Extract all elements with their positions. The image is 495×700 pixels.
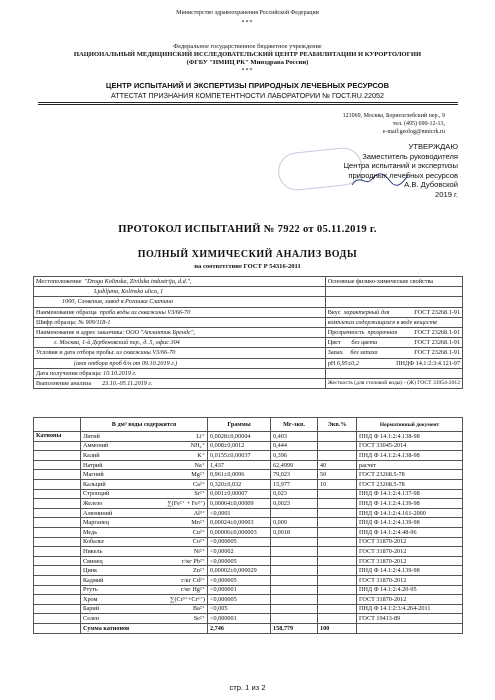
ion-symbol: Al³⁺ [193,509,205,517]
institution-type: Федеральное государственное бюджетное учреждение [173,43,322,50]
cations-table [33,417,463,634]
sample-info-table: Местоположение "Droga Kolinska, Zivilska industrija, d.d.", Основные физико-химические свойства Ljubljana, Kolinska ulica, 1 1000, Словения, завод в Рогашка Слатина Наименование образца проба воды из скважины V3/66-70 Вкус характерный для ГОСТ 23268.1-91 Шифр образца: № 909/118-1 комплекса содержащихся в воде веществ Наименование и адрес заказчика: ООО "Атлантик Брендс", Прозрачность прозрачная ГОСТ 23268.1-91 г. Москва, 1-й Дербеновский пер., д. 5, офис 304 Цвет без цвета ГОСТ 23268.1-91 Условия и дата отбора пробы: из скважины V3/66-70 Запах без запаха ГОСТ 23268.1-91 (акт отбора проб б/н от 09.10.2019 г.) pH 6,95±0,2 ПНДФ 14.1:2:3:4.121-97 Дата получения образца: 10.10.2019 г. Выполнение анализа 23.10.-05.11.2019 г. Жесткость (для столовой воды) - (Ж) ГОСТ 31954-2012 [33,276,463,389]
table-row [34,489,463,499]
ion-symbol: Zn²⁺ [193,567,205,575]
stars-divider-2: *** [241,68,254,74]
institution-short-name: (ФГБУ "НМИЦ РК" Минздрава России) [186,59,309,66]
cell-g: 0,320±0,032 [208,479,271,489]
cell-eq [318,518,357,528]
cell-eq [318,556,357,566]
ion-symbol: Cu²⁺ [192,528,205,536]
cell-g: <0,0001 [208,508,271,518]
cell-eq: 50 [318,470,357,480]
ion-symbol: ∑(Cr³⁺+Cr⁶⁺) [170,595,205,603]
cell-doc: расчет [357,460,463,470]
table-row [34,595,463,605]
cell-mg [271,575,318,585]
ion-symbol: Ba²⁺ [193,605,205,613]
ion-name: Кадмий [83,576,104,584]
cell-doc: ГОСТ 31870-2012 [357,595,463,605]
cell-g: 0,0155±0,00037 [208,451,271,461]
cell-mg [271,595,318,605]
ion-name: Никель [83,547,103,555]
cell-mg [271,556,318,566]
cell-mg: 0,009 [271,518,318,528]
cell-eq [318,527,357,537]
table-row [34,585,463,595]
cell-g: <0,000005 [208,595,271,605]
cell-mg [271,585,318,595]
lab-address: 121069, Москва, Борисоглебский пер., 9 тел. (495) 690-12-13, e-mail:geolog@nmicrk.ru [342,113,445,135]
header-blank [34,418,81,432]
cell-doc: ГОСТ 31870-2012 [357,547,463,557]
cell-eq [318,614,357,624]
ion-name: Селен [83,615,100,623]
ion-symbol: K⁺ [197,451,205,459]
cell-doc: ПНД Ф 14.1:2:4.161-2000 [357,508,463,518]
ion-symbol: Co²⁺ [192,538,205,546]
cell-g: 1,437 [208,460,271,470]
header-divider [38,102,458,103]
stars-divider: *** [241,20,254,26]
header-divider-2 [38,104,458,105]
cell-mg: 15,977 [271,479,318,489]
ion-name: Свинец [83,557,103,565]
cell-g: 0,00064±0,00009 [208,499,271,509]
ion-symbol: Li⁺ [196,432,205,440]
ion-name: Стронций [83,490,110,498]
cell-doc: ПНД Ф 14.1:2:3:4.264-2011 [357,604,463,614]
cell-eq [318,566,357,576]
cell-eq: 40 [318,460,357,470]
cell-doc: ГОСТ 31870-2012 [357,575,463,585]
cell-doc: ГОСТ 23268.5-78 [357,470,463,480]
ion-symbol: г/кг Pb²⁺ [181,557,205,565]
cell-g: <0,005 [208,604,271,614]
cell-eq: 10 [318,479,357,489]
cell-g: <0,000005 [208,537,271,547]
header-content: В дм³ воды содержится [81,418,208,432]
cell-eq [318,604,357,614]
category-label: Катионы [34,432,81,442]
table-row [34,556,463,566]
cell-doc: ПНД Ф 14.1:2:4.138-98 [357,451,463,461]
cell-g: <0,00002 [208,547,271,557]
cell-doc: ПНД Ф 14.1:2:4.20-95 [357,585,463,595]
cell-doc: ГОСТ 33045-2014 [357,441,463,451]
ion-name: Хром [83,595,98,603]
table-row [34,566,463,576]
total-grams: 2,746 [208,623,271,633]
cell-mg: 0,403 [271,432,318,442]
ion-name: Барий [83,605,100,613]
cell-g: 0,008±0,0012 [208,441,271,451]
table-row [34,451,463,461]
cell-eq [318,489,357,499]
header-grams: Граммы [208,418,271,432]
cell-eq [318,441,357,451]
cell-doc: ГОСТ 23268.5-78 [357,479,463,489]
cell-eq [318,451,357,461]
cell-g: <0,000001 [208,614,271,624]
ion-name: Железо [83,499,103,507]
cell-mg: 0,396 [271,451,318,461]
table-row [34,518,463,528]
total-row [34,623,463,633]
cell-mg: 0,0018 [271,527,318,537]
ion-symbol: г/кг Hg²⁺ [180,586,205,594]
cell-doc: ПНД Ф 14.1:2:4.48-96 [357,527,463,537]
ion-name: Ртуть [83,586,98,594]
ion-symbol: Sr²⁺ [194,490,205,498]
total-label: Сумма катионов [81,623,208,633]
cell-g: 0,0028±0,00004 [208,432,271,442]
cell-g: 0,001±0,00007 [208,489,271,499]
cell-doc: ПНД Ф 14.1:2:4.139-98 [357,499,463,509]
cell-mg [271,604,318,614]
header-eq-percent: Экв.% [318,418,357,432]
cell-mg [271,537,318,547]
ion-name: Медь [83,528,98,536]
analysis-title: ПОЛНЫЙ ХИМИЧЕСКИЙ АНАЛИЗ ВОДЫ [137,249,358,260]
cell-doc: ПНД Ф 14.1:2:4.139-98 [357,518,463,528]
cell-mg [271,566,318,576]
ion-name: Литий [83,432,100,440]
table-row [34,499,463,509]
cell-g: <0,000005 [208,556,271,566]
protocol-title: ПРОТОКОЛ ИСПЫТАНИЙ № 7922 от 05.11.2019 г. [118,224,377,235]
cell-eq [318,585,357,595]
cell-g: 0,00024±0,00003 [208,518,271,528]
ion-symbol: NH₄⁺ [190,442,205,450]
table-row [34,537,463,547]
table-row [34,441,463,451]
ion-symbol: Mg²⁺ [191,471,205,479]
cell-eq [318,575,357,585]
cell-g: 0,00002±0,000029 [208,566,271,576]
cell-g: 0,00006±0,000003 [208,527,271,537]
header-mg-eq: Мг-экв. [271,418,318,432]
cell-eq [318,432,357,442]
table-row [34,575,463,585]
approval-block: УТВЕРЖДАЮ Заместитель руководителя Центра испытаний и экспертизы природных лечебных ресурсов А.В. Дубовской 2019 г. [343,142,458,199]
table-row [34,614,463,624]
table-row [34,527,463,537]
table-row [34,432,463,442]
cell-g: 0,961±0,0096 [208,470,271,480]
cell-doc: ПНД Ф 14.1:2:4.139-98 [357,566,463,576]
cell-mg: 62,4999 [271,460,318,470]
ion-name: Натрий [83,461,103,469]
ion-name: Алюминий [83,509,113,517]
cell-eq [318,508,357,518]
accreditation-line: АТТЕСТАТ ПРИЗНАНИЯ КОМПЕТЕНТНОСТИ ЛАБОРАТОРИИ № ГОСТ.RU.22052 [111,91,384,100]
cell-mg: 0,444 [271,441,318,451]
cell-g: <0,000001 [208,585,271,595]
institution-name: НАЦИОНАЛЬНЫЙ МЕДИЦИНСКИЙ ИССЛЕДОВАТЕЛЬСКИЙ ЦЕНТР РЕАБИЛИТАЦИИ И КУРОРТОЛОГИИ [73,51,422,58]
ion-name: Магний [83,471,104,479]
ion-name: Калий [83,451,100,459]
table-row [34,508,463,518]
cell-eq [318,547,357,557]
cell-mg [271,547,318,557]
ministry-name: Министерство здравоохранения Российской Федерации [176,10,319,16]
cell-mg [271,614,318,624]
cell-doc: ГОСТ 19413-89 [357,614,463,624]
cell-doc: ПНД Ф 14.1:2:4.137-98 [357,489,463,499]
cell-doc: ГОСТ 31870-2012 [357,537,463,547]
ion-name: Марганец [83,519,109,527]
ion-symbol: Na⁺ [194,461,205,469]
total-mg-eq: 158,779 [271,623,318,633]
ion-symbol: Ca²⁺ [193,480,205,488]
cell-mg [271,508,318,518]
cell-g: <0,000005 [208,575,271,585]
ion-name: Цинк [83,567,98,575]
cell-mg: 0,023 [271,489,318,499]
total-eq-percent: 100 [318,623,357,633]
cell-eq [318,537,357,547]
page-number: стр. 1 из 2 [229,683,266,692]
ion-symbol: ∑(Fe²⁺ + Fe³⁺) [167,499,205,507]
standard-subtitle: на соответствие ГОСТ Р 54316-2011 [194,263,301,270]
header-norm-doc: Нормативный документ [357,418,463,432]
ion-name: Кобальт [83,538,105,546]
cell-doc: ПНД Ф 14.1:2:4.138-98 [357,432,463,442]
ion-name: Кальций [83,480,106,488]
table-row [34,460,463,470]
center-name: ЦЕНТР ИСПЫТАНИЙ И ЭКСПЕРТИЗЫ ПРИРОДНЫХ ЛЕЧЕБНЫХ РЕСУРСОВ [105,81,390,90]
table-row [34,547,463,557]
ion-symbol: Se²⁺ [193,615,205,623]
table-row [34,470,463,480]
cell-eq [318,499,357,509]
table-row [34,479,463,489]
table-row [34,604,463,614]
cell-mg: 79,023 [271,470,318,480]
ion-name: Аммоний [83,442,109,450]
ion-symbol: Ni²⁺ [193,547,205,555]
cell-mg: 0,0023 [271,499,318,509]
ion-symbol: Mn²⁺ [191,519,205,527]
cell-doc: ГОСТ 31870-2012 [357,556,463,566]
ion-symbol: г/кг Cd²⁺ [181,576,205,584]
cell-eq [318,595,357,605]
